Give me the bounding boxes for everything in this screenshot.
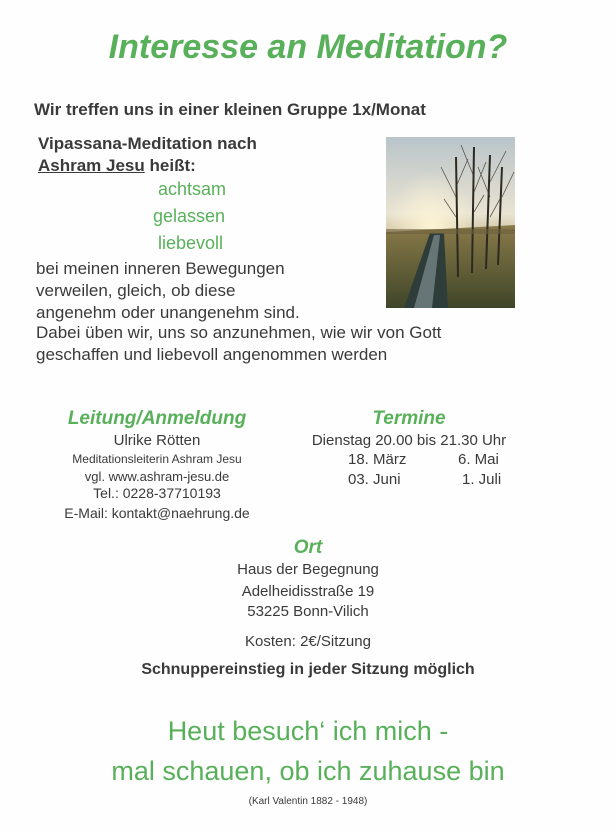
body-line: geschaffen und liebevoll angenommen werden <box>36 345 388 364</box>
page-title: Interesse an Meditation? <box>108 28 508 66</box>
termine-time: Dienstag 20.00 bis 21.30 Uhr <box>311 432 507 449</box>
ort-heading: Ort <box>293 537 323 558</box>
leitung-phone: Tel.: 0228-37710193 <box>93 485 221 501</box>
word-liebevoll: liebevoll <box>158 233 224 253</box>
ort-street: Adelheidisstraße 19 <box>241 583 375 600</box>
termine-heading: Termine <box>372 408 446 429</box>
word-gelassen: gelassen <box>153 206 226 226</box>
leitung-heading: Leitung/Anmeldung <box>67 408 247 429</box>
termin-date: 18. März <box>348 451 407 468</box>
body-line: angenehm oder unangenehm sind. <box>36 303 300 322</box>
termin-date: 1. Juli <box>462 471 502 488</box>
termin-date: 03. Juni <box>348 471 401 488</box>
ort-city: 53225 Bonn-Vilich <box>247 603 369 620</box>
leitung-role: Meditationsleiterin Ashram Jesu <box>72 452 242 466</box>
quote-line-1: Heut besuch‘ ich mich - <box>167 716 449 746</box>
ort-venue: Haus der Begegnung <box>237 561 379 578</box>
quote-line-2: mal schauen, ob ich zuhause bin <box>111 756 505 786</box>
intro-line-1: Vipassana-Meditation nach <box>38 134 257 153</box>
leitung-website: vgl. www.ashram-jesu.de <box>84 469 230 484</box>
landscape-photo <box>386 137 515 308</box>
word-achtsam: achtsam <box>158 179 227 199</box>
subtitle: Wir treffen uns in einer kleinen Gruppe 1x/Monat <box>34 100 426 119</box>
leitung-name: Ulrike Rötten <box>113 432 201 449</box>
body-line: bei meinen inneren Bewegungen <box>36 259 285 278</box>
body-line: Dabei üben wir, uns so anzunehmen, wie wir von Gott <box>36 323 442 342</box>
body-line: verweilen, gleich, ob diese <box>36 281 236 300</box>
ashram-jesu-underlined: Ashram Jesu <box>38 156 145 175</box>
intro-line-2-rest: heißt: <box>144 156 196 175</box>
quote-author: (Karl Valentin 1882 - 1948) <box>248 796 368 807</box>
cost-info: Kosten: 2€/Sitzung <box>245 633 371 650</box>
intro-line-2 <box>38 156 196 176</box>
trial-info: Schnuppereinstieg in jeder Sitzung möglich <box>141 661 475 678</box>
termin-date: 6. Mai <box>458 451 499 468</box>
leitung-email: E-Mail: kontakt@naehrung.de <box>64 505 250 521</box>
